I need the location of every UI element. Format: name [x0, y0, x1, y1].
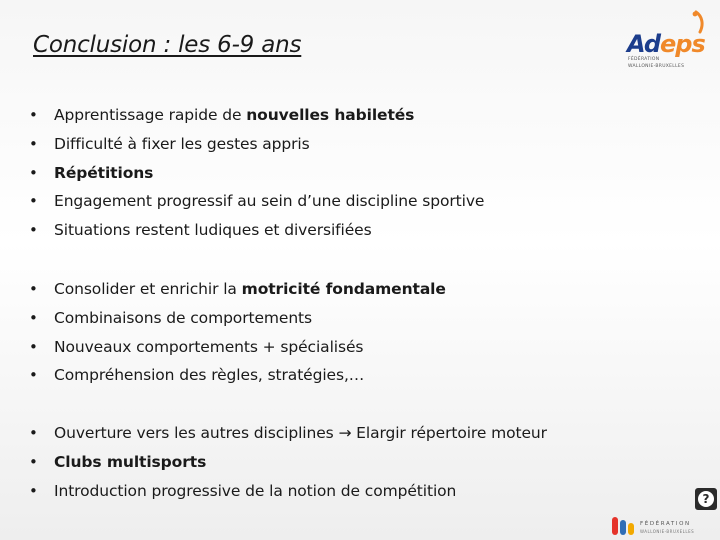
item-text-after: Elargir répertoire moteur: [351, 424, 547, 442]
adeps-wordmark-a: Ad: [627, 30, 661, 58]
item-bold: nouvelles habiletés: [246, 106, 415, 124]
item-bold: Clubs multisports: [54, 452, 207, 471]
arrow-right-icon: →: [338, 424, 352, 442]
bullet-dot: •: [29, 106, 38, 124]
item-text: Difficulté à fixer les gestes appris: [54, 134, 310, 153]
federation-name: FÉDÉRATION: [640, 521, 691, 527]
federation-logo: [610, 514, 715, 538]
list-item: [29, 275, 446, 304]
bullet-group-2: [29, 275, 446, 390]
bullet-dot: •: [29, 452, 38, 471]
bullet-dot: •: [29, 366, 38, 385]
item-text: Introduction progressive de la notion de compétition: [54, 481, 457, 500]
list-item: [29, 333, 446, 362]
item-bold: Répétitions: [54, 163, 154, 182]
item-text: Nouveaux comportements + spécialisés: [54, 337, 364, 356]
federation-sub: WALLONIE-BRUXELLES: [640, 529, 695, 534]
item-text: Consolider et enrichir la: [54, 280, 242, 298]
list-item: [29, 187, 484, 216]
bullet-group-1: [29, 101, 484, 245]
list-item: [29, 130, 484, 159]
adeps-wordmark: [627, 32, 705, 56]
list-item: [29, 419, 547, 448]
bullet-dot: •: [29, 481, 38, 500]
list-item: [29, 101, 484, 130]
item-text: Combinaisons de comportements: [54, 308, 312, 327]
bullet-dot: •: [29, 163, 38, 182]
list-item: [29, 159, 484, 188]
bullet-dot: •: [29, 280, 38, 298]
item-text: Situations restent ludiques et diversifiées: [54, 221, 372, 240]
list-item: [29, 216, 484, 245]
list-item: [29, 304, 446, 333]
item-text: Apprentissage rapide de: [54, 106, 247, 124]
federation-mark-icon: [610, 514, 638, 538]
list-item: [29, 477, 547, 506]
bullet-dot: •: [29, 424, 38, 442]
item-text: Engagement progressif au sein d’une discipline sportive: [54, 192, 485, 211]
adeps-wordmark-b: eps: [660, 30, 705, 58]
item-text: Compréhension des règles, stratégies,…: [54, 366, 365, 385]
help-button[interactable]: [695, 488, 717, 510]
list-item: [29, 361, 446, 390]
bullet-dot: •: [29, 337, 38, 356]
adeps-sub-2: WALLONIE-BRUXELLES: [628, 64, 685, 69]
question-icon: ?: [698, 491, 714, 507]
bullet-group-3: [29, 419, 547, 505]
item-text: Ouverture vers les autres disciplines: [54, 424, 339, 442]
list-item: [29, 448, 547, 477]
adeps-sub-1: FÉDÉRATION: [628, 57, 660, 62]
bullet-dot: •: [29, 221, 38, 240]
bullet-dot: •: [29, 308, 38, 327]
adeps-logo: [622, 10, 712, 70]
bullet-dot: •: [29, 192, 38, 211]
item-bold: motricité fondamentale: [241, 280, 446, 298]
bullet-dot: •: [29, 134, 38, 153]
slide-title: Conclusion : les 6-9 ans: [33, 32, 302, 58]
